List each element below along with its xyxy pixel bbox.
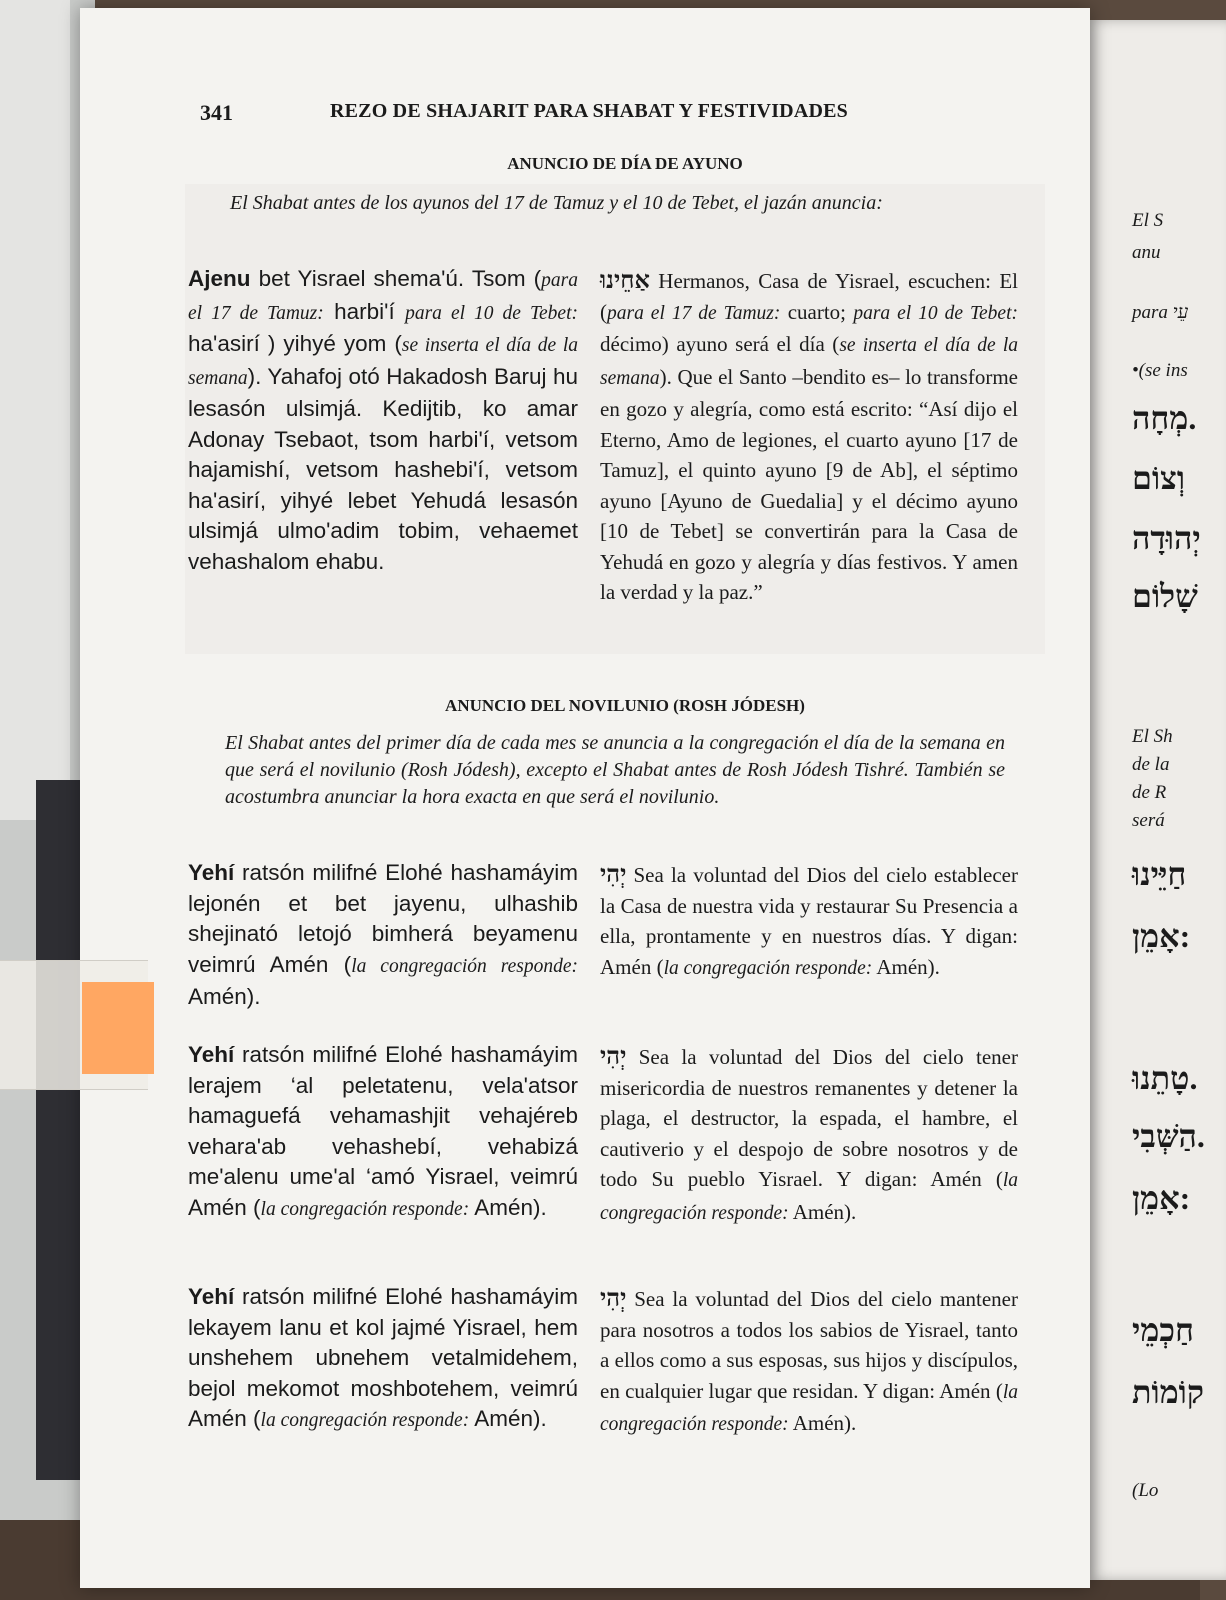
text: ratsón milifné Elohé hashamáyim lejonén et bet jayenu, ulhashib shejinató letojó bimherá beyamenu veimrú Amén (	[188, 860, 578, 977]
text: Amén).	[788, 1411, 857, 1435]
instruction-ayuno: El Shabat antes de los ayunos del 17 de Tamuz y el 10 de Tebet, el jazán anuncia:	[230, 192, 883, 214]
first-word: Ajenu	[188, 266, 251, 291]
translation-block-3	[600, 1284, 1018, 1441]
text: harbi'í	[323, 298, 406, 324]
rubric: se inserta el día de la semana	[600, 335, 1018, 389]
text: décimo) ayuno será el día (	[600, 332, 840, 356]
text: Amén).	[469, 1406, 547, 1431]
hebrew-incipit: יְהִי	[600, 1044, 627, 1070]
rubric: para el 10 de Tebet:	[853, 302, 1018, 324]
rubric: para el 17 de Tamuz:	[188, 270, 578, 324]
facing-line: será	[1132, 810, 1165, 831]
transliteration-block-1	[188, 858, 578, 1013]
text: bet Yisrael shema'ú. Tsom (	[250, 266, 542, 291]
text: Amén).	[469, 1194, 547, 1220]
book-page	[80, 8, 1090, 1588]
text: Hermanos, Casa de Yisrael, escuchen: El (	[600, 269, 1018, 324]
transliteration-block-3	[188, 1282, 578, 1437]
rubric: la congregación responde:	[260, 1198, 470, 1220]
transliteration-block-2	[188, 1040, 578, 1225]
text: cuarto;	[780, 299, 854, 324]
facing-line: חַכְמֵי	[1132, 1312, 1194, 1348]
text: Sea la voluntad del Dios del cielo mantener para nosotros a todos los sabios de Yisrael, tanto a ellos como a sus esposas, sus hijos y discípulos, en cualquier lugar que residan. Y digan: Amén (	[600, 1287, 1018, 1403]
hebrew-incipit: יְהִי	[600, 862, 627, 888]
rubric: la congregación responde:	[663, 957, 873, 979]
translation-block-1	[600, 860, 1018, 984]
first-word: Yehí	[188, 1284, 235, 1309]
facing-line: de R	[1132, 782, 1167, 803]
facing-line: de la	[1132, 754, 1170, 775]
facing-line: anu	[1132, 242, 1161, 263]
rubric: la congregación responde:	[600, 1170, 1018, 1224]
rubric: para el 10 de Tebet:	[405, 302, 578, 324]
facing-line: יְהוּדָה	[1132, 520, 1201, 556]
hebrew-incipit: אַחֵינוּ	[600, 268, 650, 294]
text: Amén).	[872, 954, 940, 979]
first-word: Yehí	[188, 860, 235, 885]
section-title-ayuno: ANUNCIO DE DÍA DE AYUNO	[507, 154, 743, 173]
text: ratsón milifné Elohé hashamáyim lerajem ‘al peletatenu, vela'atsor hamaguefá vehamashjit vehajéreb vehara'ab vehashebí, vehabizá me'alenu ume'al ‘amó Yisrael, veimrú Amén (	[188, 1042, 578, 1220]
facing-line: קוֹמוֹת	[1132, 1374, 1204, 1410]
section-title-novilunio: ANUNCIO DEL NOVILUNIO (ROSH JÓDESH)	[445, 696, 805, 715]
translation-ayuno	[600, 266, 1018, 608]
facing-line: El S	[1132, 210, 1164, 231]
facing-line: אָמֵן:	[1132, 918, 1191, 954]
facing-line: El Sh	[1132, 726, 1173, 747]
facing-line: הַשְּׁבִי.	[1132, 1118, 1205, 1154]
hebrew-incipit: יְהִי	[600, 1286, 627, 1312]
running-title: REZO DE SHAJARIT PARA SHABAT Y FESTIVIDADES	[330, 100, 848, 122]
facing-page	[1086, 20, 1226, 1580]
text: ). Yahafoj otó Hakadosh Baruj hu lesasón ulsimjá. Kedijtib, ko amar Adonay Tsebaot, tsom harbi'í, vetsom hajamishí, vetsom hashebi'í, vetsom ha'asirí, yihyé lebet Yehudá lesasón ulsimjá ulmo'adim tobim, vehaemet vehashalom ehabu.	[188, 363, 578, 574]
text: ha'asirí ) yihyé yom (	[188, 331, 402, 356]
facing-line: חַיֵּינוּ	[1132, 856, 1187, 892]
page-number: 341	[200, 100, 233, 125]
background-box	[0, 0, 70, 820]
text: ratsón milifné Elohé hashamáyim lekayem lanu et kol jajmé Yisrael, hem unshehem ubnehem vetalmidehem, bejol mekomot moshbotehem, veimrú Amén (	[188, 1284, 578, 1431]
text: Sea la voluntad del Dios del cielo establecer la Casa de nuestra vida y restaurar Su Presencia a ella, prontamente y en nuestros días. Y digan: Amén (	[600, 863, 1018, 979]
first-word: Yehí	[188, 1042, 235, 1067]
transliteration-ayuno	[188, 264, 578, 577]
facing-line: מְחָה.	[1132, 400, 1197, 436]
facing-line: אָמֵן:	[1132, 1180, 1191, 1216]
rubric: la congregación responde:	[260, 1410, 470, 1431]
text: Sea la voluntad del Dios del cielo tener misericordia de nuestros remanentes y detener la plaga, el destructor, la espada, el hambre, el cautiverio y el despojo de sobre nosotros y de todo Su pueblo Yisrael. Y digan: Amén (	[600, 1045, 1018, 1191]
rubric: la congregación responde:	[351, 955, 578, 977]
rubric: para el 17 de Tamuz:	[607, 302, 781, 324]
facing-line: טָתֵנוּ.	[1132, 1060, 1198, 1096]
facing-line: (Lo	[1132, 1480, 1159, 1501]
facing-line: para עֵי	[1132, 302, 1189, 323]
facing-line: •(se ins	[1132, 360, 1188, 381]
facing-line: וְצוֹם	[1132, 460, 1186, 496]
facing-line: שָׁלוֹם	[1132, 578, 1198, 614]
translation-block-2	[600, 1042, 1018, 1229]
sticky-note-tab	[82, 982, 154, 1074]
rubric: se inserta el día de la semana	[188, 335, 578, 389]
instruction-novilunio: El Shabat antes del primer día de cada mes se anuncia a la congregación el día de la semana en que será el novilunio (Rosh Jódesh), excepto el Shabat antes de Rosh Jódesh Tishré. También se acostumbra anunciar la hora exacta en que será el novilunio.	[225, 732, 1005, 808]
text: ). Que el Santo –bendito es– lo transforme en gozo y alegría, como está escrito: “Así dijo el Eterno, Amo de legiones, el cuarto ayuno [17 de Tamuz], el quinto ayuno [9 de Ab], el séptimo ayuno [Ayuno de Guedalia] y el décimo ayuno [10 de Tebet] se convertirán para la Casa de Yehudá en gozo y alegría y días festivos. Y amen la verdad y la paz.”	[600, 364, 1018, 604]
rubric: la congregación responde:	[600, 1381, 1018, 1435]
text: Amén).	[788, 1199, 857, 1224]
text: Amén).	[188, 984, 261, 1009]
running-head	[200, 100, 1000, 136]
